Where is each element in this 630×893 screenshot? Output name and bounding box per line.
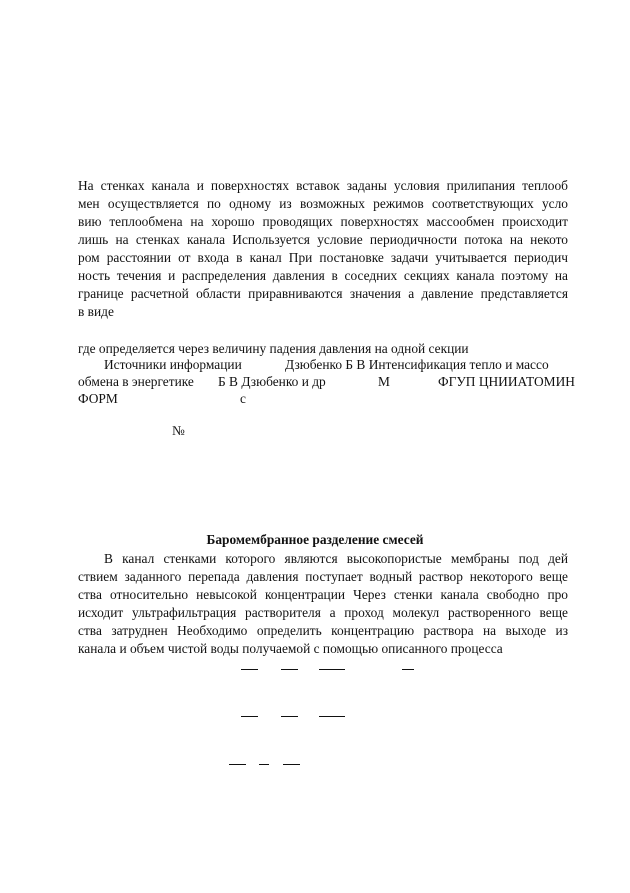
paragraph-line: канала и объем чистой воды получаемой с помощью описанного процесса (78, 641, 503, 656)
fraction-bar (241, 716, 258, 717)
sources-intro: Источники информации (104, 357, 242, 372)
fraction-bar (319, 716, 345, 717)
reference-text: Дзюбенко Б В Интенсификация тепло и массо (285, 357, 549, 372)
reference-city: М (378, 374, 390, 389)
paragraph-line: На стенках канала и поверхностях вставок заданы условия прилипания теплооб (78, 178, 568, 193)
paragraph-line: лишь на стенках канала Используется условие периодичности потока на некото (78, 232, 568, 247)
paragraph-line: В канал стенками которого являются высокопористые мембраны под дей (104, 551, 568, 566)
fraction-bar (259, 764, 269, 765)
reference-pages: с (240, 391, 246, 406)
fraction-bar (281, 716, 298, 717)
paragraph-line: границе расчетной области приравниваются значения а давление представляется (78, 286, 568, 301)
paragraph-line: вию теплообмена на хорошо проводящих поверхностях массообмен происходит (78, 214, 568, 229)
fraction-bar (319, 669, 345, 670)
section-title: Баромембранное разделение смесей (206, 532, 424, 547)
number-sign: № (172, 423, 185, 438)
reference-publisher-cont: ФОРМ (78, 391, 118, 406)
paragraph-line: ствием заданного перепада давления поступает водный раствор некоторого веще (78, 569, 568, 584)
paragraph-line: ром расстоянии от входа в канал При постановке задачи учитывается периодич (78, 250, 568, 265)
paragraph-line: ства затруднен Необходимо определить концентрацию раствора на выходе из (78, 623, 568, 638)
paragraph-line: ность течения и распределения давления в соседних секциях канала поэтому на (78, 268, 568, 283)
fraction-bar (241, 669, 258, 670)
paragraph-line: исходит ультрафильтрация растворителя а проход молекул растворенного веще (78, 605, 568, 620)
reference-authors: Б В Дзюбенко и др (218, 374, 326, 389)
reference-text: обмена в энергетике (78, 374, 194, 389)
paragraph-line: в виде (78, 304, 114, 319)
fraction-bar (283, 764, 300, 765)
where-line: где определяется через величину падения давления на одной секции (78, 341, 469, 356)
fraction-bar (281, 669, 298, 670)
paragraph-line: мен осуществляется по одному из возможных режимов соответствующих усло (78, 196, 568, 211)
paragraph-line: ства относительно невысокой концентрации Через стенки канала свободно про (78, 587, 568, 602)
reference-publisher: ФГУП ЦНИИАТОМИН (438, 374, 575, 389)
fraction-bar (402, 669, 414, 670)
fraction-bar (229, 764, 246, 765)
